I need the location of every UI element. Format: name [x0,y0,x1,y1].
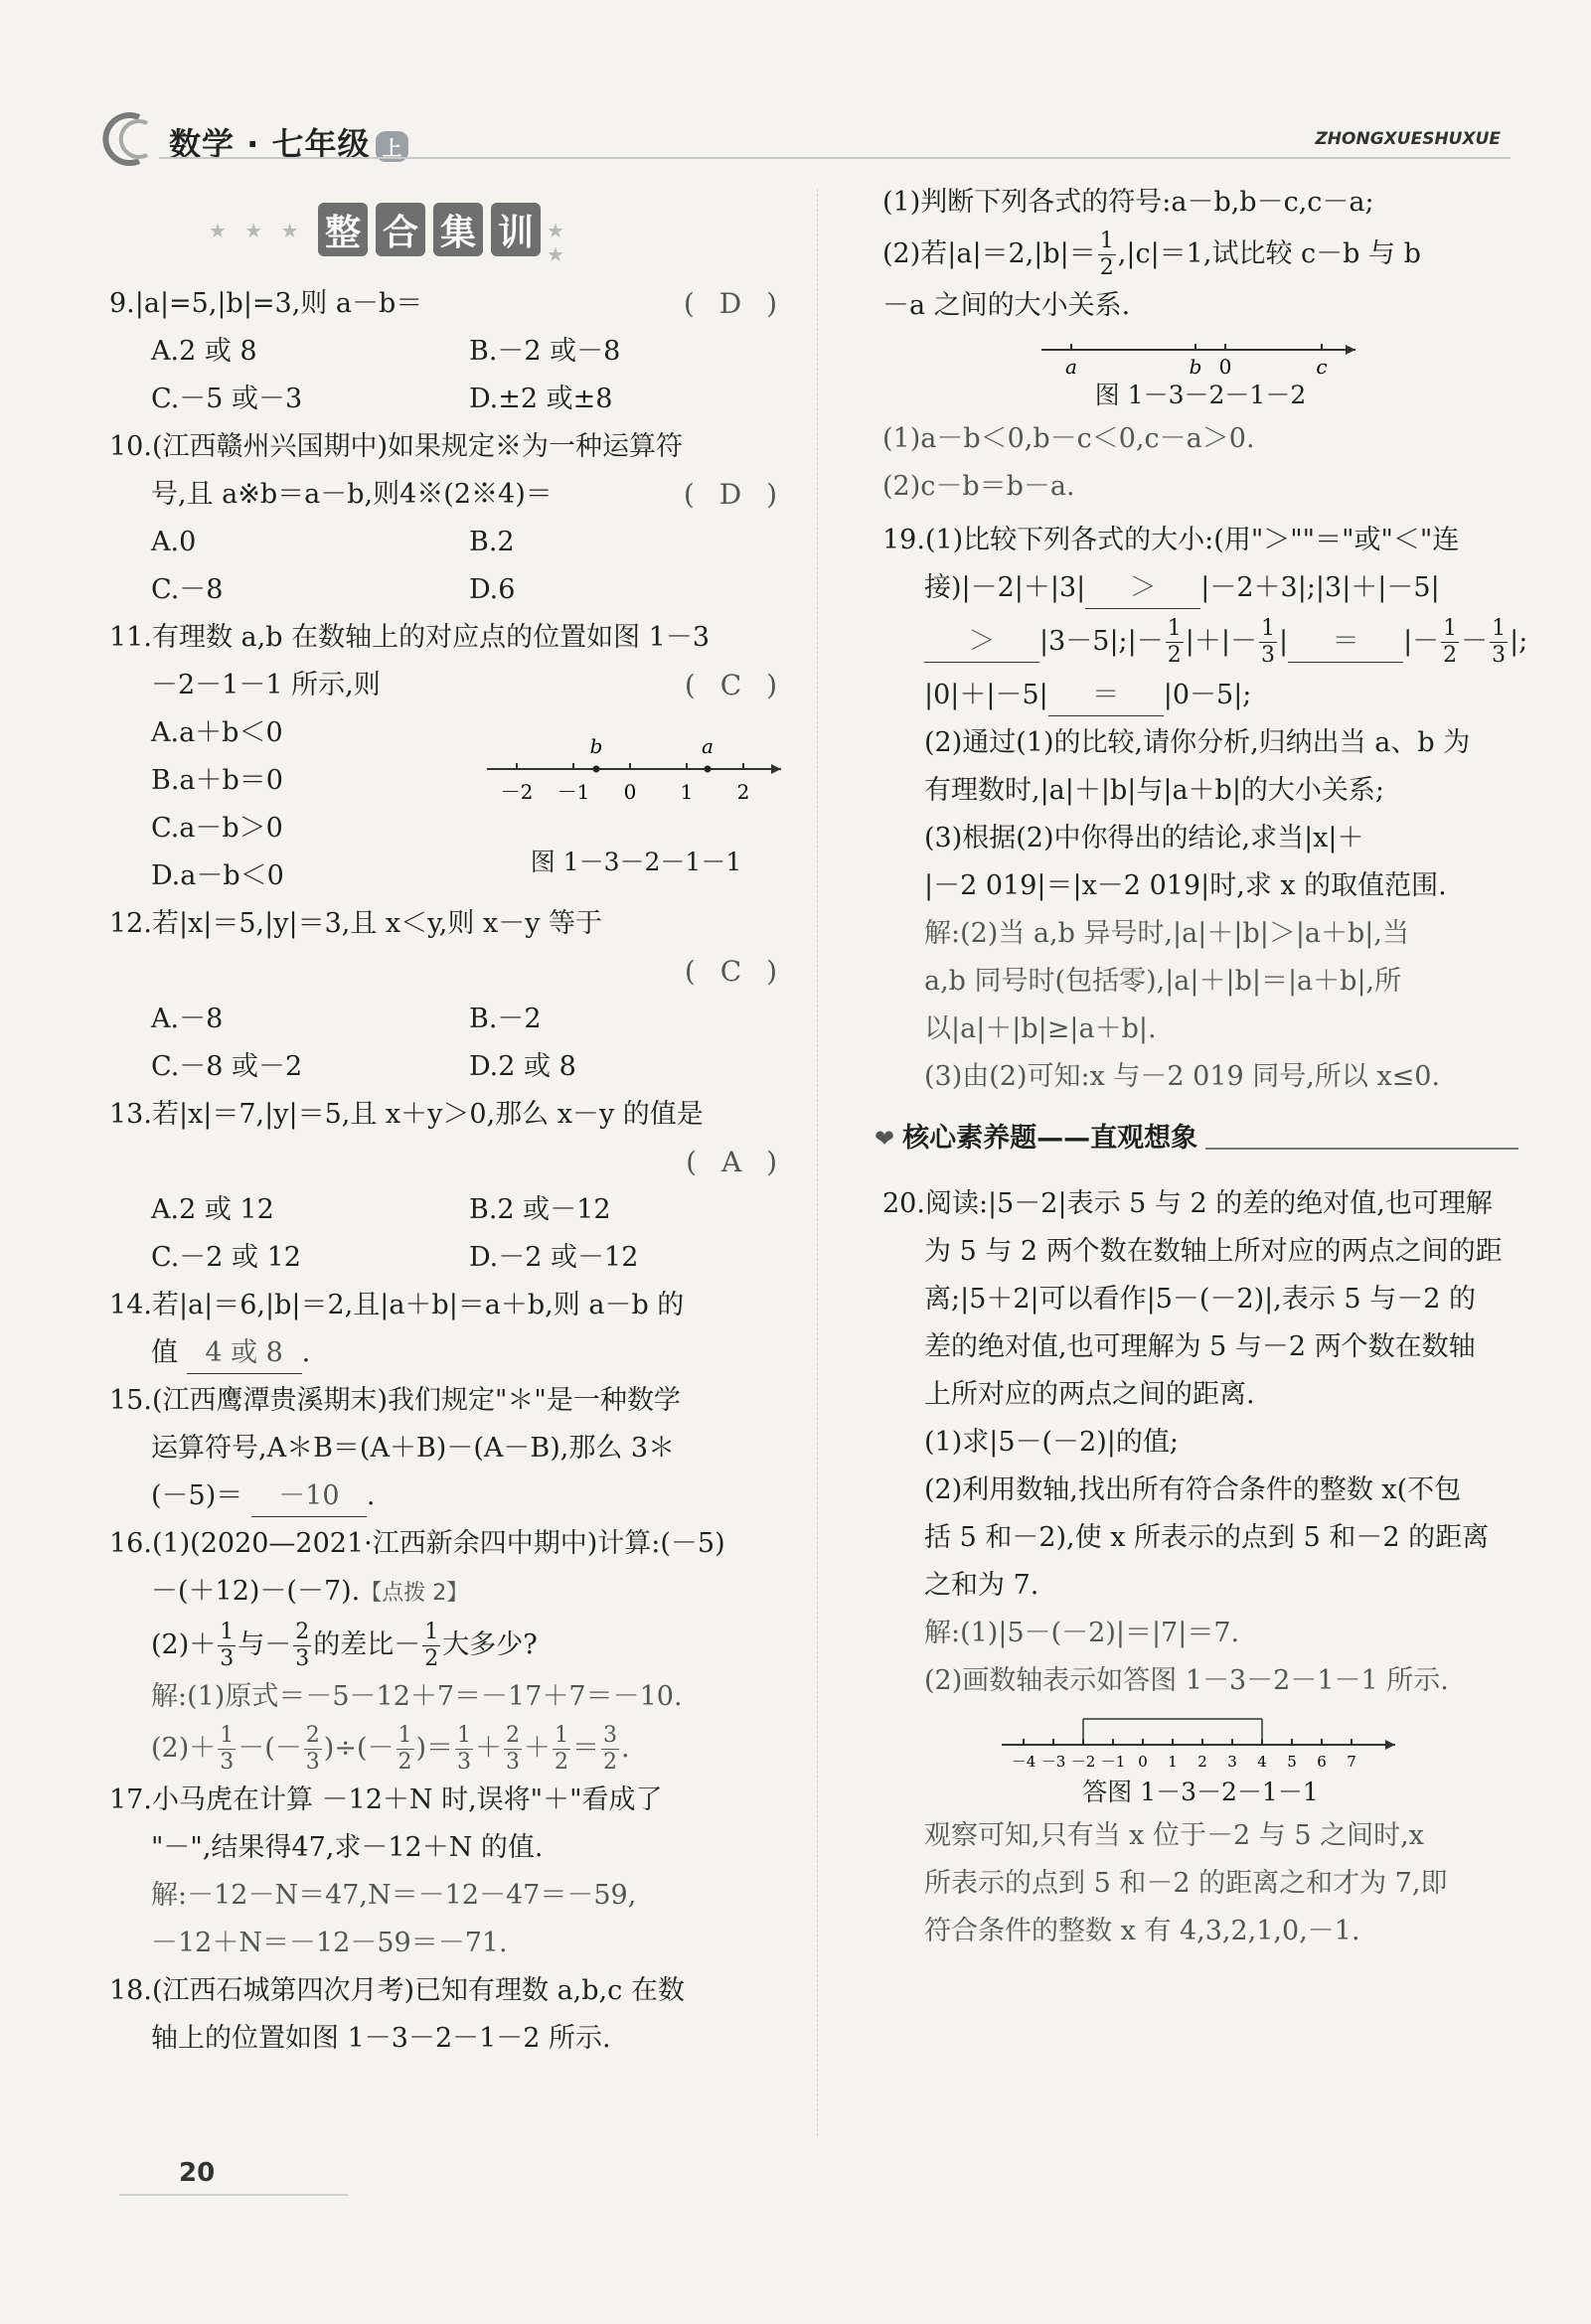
question-18-part1: (1)判断下列各式的符号:a－b,b－c,c－a; [882,187,1374,218]
fill-suffix: . [301,1337,311,1368]
fraction [1098,229,1116,281]
option: D.2 或 8 [469,1051,576,1082]
numerator: 1 [1099,229,1114,253]
section-heading [875,1115,1518,1162]
tick-label: －4 [1011,1753,1036,1771]
question-15-fill [109,1472,795,1520]
volume-badge: 上 [376,131,408,162]
question-stem: "－",结果得47,求－12＋N 的值. [151,1832,544,1863]
question-14: 14.若|a|＝6,|b|＝2,且|a＋b|＝a＋b,则 a－b 的 [109,1290,685,1320]
column-divider [817,189,818,2136]
option: A.－8 [151,1004,224,1034]
denominator: 3 [305,1750,320,1775]
question-19: 19.(1)比较下列各式的大小:(用"＞""＝"或"＜"连 [882,525,1460,555]
text: － [1461,626,1489,657]
denominator: 2 [603,1750,618,1775]
numerator: 1 [457,1723,472,1748]
point-label: c [1316,355,1328,379]
options-row [109,376,795,423]
number-line-answer [1002,1705,1399,1775]
section-banner [209,197,586,266]
question-stem-text: －2－1－1 所示,则 [151,670,381,700]
option: D.a－b＜0 [151,860,284,891]
solution-line: 观察可知,只有当 x 位于－2 与 5 之间时,x [924,1820,1424,1851]
text: ＋ [475,1733,503,1764]
denominator: 3 [220,1646,235,1671]
question-16: 16.(1)(2020—2021·江西新余四中期中)计算:(－5) [109,1528,725,1559]
numerator: 1 [1260,616,1275,641]
fraction [218,1620,236,1672]
denominator: 2 [555,1750,569,1775]
question-11: 11.有理数 a,b 在数轴上的对应点的位置如图 1－3 [109,622,711,653]
question-text: 之和为 7. [924,1570,1039,1601]
tick-label: 2 [736,780,750,804]
question-18-part2 [882,227,1518,282]
tick-label: 0 [623,780,637,804]
tick-label: 6 [1317,1753,1327,1771]
tick-label: －3 [1040,1753,1066,1771]
text: )÷(－ [323,1733,395,1764]
fraction [1441,616,1459,669]
banner-char: 合 [376,203,425,256]
question-text: 括 5 和－2),使 x 所表示的点到 5 和－2 的距离 [924,1522,1490,1553]
figure-caption: 答图 1－3－2－1－1 [1082,1778,1319,1806]
fraction [553,1723,570,1776]
text: |0|＋|－5| [924,680,1048,710]
numerator: 1 [555,1723,569,1748]
text: ＝ [572,1733,600,1764]
point-label: b [1189,355,1202,379]
question-stem: 运算符号,A＊B＝(A＋B)－(A－B),那么 3＊ [151,1433,676,1464]
text: 的差比－ [313,1629,421,1660]
tick-label: 2 [1197,1753,1207,1771]
options-row [109,1234,795,1282]
banner-char: 训 [491,203,541,256]
options-row [109,996,795,1043]
brand-text: ZHONGXUESHUXUE [1315,129,1501,149]
text: |＋|－ [1185,626,1257,657]
solution-line: (1)a－b＜0,b－c＜0,c－a＞0. [882,423,1255,454]
right-column [875,179,1528,1955]
figure-caption: 图 1－3－2－1－1 [530,848,742,876]
tick-label: －1 [1100,1753,1126,1771]
options-row [109,328,795,376]
option: D.±2 或±8 [469,384,613,414]
option: B.2 [469,527,515,557]
fill-prefix: 值 [151,1337,178,1368]
fill-suffix: . [366,1480,376,1511]
option: A.2 或 8 [151,336,257,367]
solution-line: 解:(2)当 a,b 异号时,|a|＋|b|＞|a＋b|,当 [924,918,1409,949]
numerator: 1 [220,1723,235,1748]
options-row [109,1043,795,1091]
question-text: 有理数时,|a|＋|b|与|a＋b|的大小关系; [924,775,1385,806]
answer-blank: 4 或 8 [187,1333,302,1374]
solution-line: (3)由(2)可知:x 与－2 019 同号,所以 x≤0. [924,1061,1441,1092]
tick-label: 7 [1347,1753,1356,1771]
answer-mark: ( C ) [684,669,785,701]
denominator: 3 [1260,643,1275,668]
banner-stars-left: ★ ★ ★ [209,219,305,242]
fraction [304,1723,322,1776]
header-rule [159,157,1511,159]
page-header [99,107,1511,167]
numerator: 1 [1443,616,1458,641]
question-text: (3)根据(2)中你得出的结论,求当|x|＋ [924,823,1364,853]
answer-figure [882,1705,1518,1812]
text: |0－5|; [1163,680,1252,710]
denominator: 3 [457,1750,472,1775]
solution-line: (2)c－b＝b－a. [882,471,1075,502]
fraction [293,1620,311,1672]
number-line-figure-2 [882,330,1518,415]
fraction [422,1620,440,1672]
answer-blank: ＞ [924,622,1039,663]
option: D.6 [469,574,516,605]
numerator: 2 [295,1620,310,1644]
tick-label: －2 [1070,1753,1096,1771]
q19-line [882,612,1528,672]
answer-blank: ＝ [1048,676,1164,716]
option: A.a＋b＜0 [151,717,283,748]
point-label: 0 [1218,355,1232,379]
denominator: 2 [1099,255,1114,280]
solution-line: (2)画数轴表示如答图 1－3－2－1－1 所示. [924,1665,1449,1696]
denominator: 2 [424,1646,439,1671]
option: A.2 或 12 [151,1194,274,1225]
page-number: 20 [179,2158,216,2188]
answer-blank: －10 [251,1476,367,1517]
denominator: 2 [398,1750,412,1775]
question-9 [109,280,795,328]
question-text: 离;|5＋2|可以看作|5－(－2)|,表示 5 与－2 的 [924,1284,1476,1315]
question-14-fill [109,1329,795,1377]
figure-caption: 图 1－3－2－1－2 [1094,381,1307,409]
text: |－ [1403,626,1440,657]
option: B.－2 或－8 [469,336,621,367]
axis-arrow [1385,1740,1395,1750]
number-line-figure [487,709,785,819]
answer-mark: ( C ) [684,955,785,988]
option: C.a－b＞0 [151,813,283,844]
question-10: 10.(江西赣州兴国期中)如果规定※为一种运算符 [109,431,684,462]
fraction [1166,616,1184,669]
solution-line: 所表示的点到 5 和－2 的距离之和才为 7,即 [924,1868,1448,1899]
tick-label: －1 [557,780,590,804]
question-text: 为 5 与 2 两个数在数轴上所对应的两点之间的距 [924,1236,1503,1267]
text: |; [1510,626,1528,657]
numerator: 2 [305,1723,320,1748]
answer-mark: ( D ) [683,478,785,511]
options-row [109,1186,795,1234]
point-label: b [589,734,603,758]
text: (2)若|a|＝2,|b|＝ [882,238,1096,269]
denominator: 3 [1492,643,1507,668]
numerator: 1 [424,1620,439,1644]
solution-line: 以|a|＋|b|≥|a＋b|. [924,1013,1157,1044]
fraction [455,1723,473,1776]
heart-icon: ❤ [875,1125,895,1153]
fill-prefix: (－5)＝ [151,1480,243,1511]
question-text: (2)利用数轴,找出所有符合条件的整数 x(不包 [924,1474,1462,1505]
answer-mark: ( D ) [683,287,785,320]
option: C.－5 或－3 [151,384,303,414]
solution-line: －12＋N＝－12－59＝－71. [151,1928,508,1958]
tick-label: 3 [1227,1753,1237,1771]
tick-label: －2 [500,780,534,804]
option: C.－8 或－2 [151,1051,303,1082]
fraction [397,1723,414,1776]
q11-options-and-figure [109,709,795,900]
denominator: 2 [1167,643,1182,668]
denominator: 3 [220,1750,235,1775]
text: (2)＋ [151,1733,217,1764]
footer-rule [119,2194,348,2196]
tick-label: 4 [1257,1753,1267,1771]
axis-arrow [771,764,781,774]
answer-line [109,948,795,996]
question-13: 13.若|x|＝7,|y|＝5,且 x＋y＞0,那么 x－y 的值是 [109,1099,704,1130]
text: (2)＋ [151,1629,217,1660]
text: |－2＋3|;|3|＋|－5| [1200,572,1440,603]
point-b [593,766,600,773]
text: －(－ [238,1733,302,1764]
text: )＝ [415,1733,454,1764]
solution-line: 解:(1)原式＝－5－12＋7＝－17＋7＝－10. [151,1681,683,1712]
answer-blank: ＝ [1288,622,1403,663]
text: 大多少? [442,1629,538,1660]
options-row [109,566,795,614]
question-stem: －a 之间的大小关系. [882,290,1131,321]
axis-arrow [1346,345,1355,355]
hint-tag: 【点拨 2】 [360,1581,469,1606]
point-a [705,766,712,773]
question-stem [109,471,795,519]
answer-line [109,1139,795,1186]
question-20: 20.阅读:|5－2|表示 5 与 2 的差的绝对值,也可理解 [882,1188,1493,1219]
fraction [601,1723,619,1776]
text: |3－5|;|－ [1039,626,1164,657]
question-text: 上所对应的两点之间的距离. [924,1379,1255,1410]
solution-line: a,b 同号时(包括零),|a|＋|b|＝|a＋b|,所 [924,966,1402,997]
banner-stars-right: ★ ★ [547,219,570,266]
option: A.0 [151,527,197,557]
options-row [109,519,795,566]
question-stem-text: －(＋12)－(－7). [151,1576,361,1607]
fraction [1259,616,1277,669]
question-text: 差的绝对值,也可理解为 5 与－2 两个数在数轴 [924,1331,1476,1362]
question-text: (1)求|5－(－2)|的值; [924,1427,1179,1458]
numerator: 2 [506,1723,521,1748]
option: B.－2 [469,1004,542,1034]
fraction [218,1723,236,1776]
denominator: 2 [1443,643,1458,668]
tick-label: 1 [1168,1753,1178,1771]
tick-label: 5 [1287,1753,1297,1771]
banner-char: 集 [433,203,483,256]
left-column [109,280,795,2063]
text: 接)|－2|＋|3| [924,572,1086,603]
text: | [1278,626,1289,657]
question-stem [109,1568,795,1618]
question-18: 18.(江西石城第四次月考)已知有理数 a,b,c 在数 [109,1975,685,2006]
solution-line: 解:－12－N＝47,N＝－12－47＝－59, [151,1880,637,1911]
question-16-part2 [109,1618,795,1673]
solution-line [109,1721,795,1777]
logo-icon [99,111,155,167]
point-label: a [1065,355,1077,379]
section-rule [1205,1148,1518,1150]
book-title-text: 数学 · 七年级 [169,125,371,163]
question-stem-text: 号,且 a※b＝a－b,则4※(2※4)＝ [151,479,553,510]
numerator: 1 [1492,616,1507,641]
text: 与－ [238,1629,292,1660]
solution-line: 解:(1)|5－(－2)|＝|7|＝7. [924,1618,1240,1648]
text: ＋ [524,1733,552,1764]
option: B.a＋b＝0 [151,765,283,796]
numerator: 3 [603,1723,618,1748]
banner-char: 整 [318,203,368,256]
section-heading-text: 核心素养题——直观想象 [902,1123,1198,1154]
question-stem [109,662,795,709]
fraction [504,1723,522,1776]
answer-blank: ＞ [1085,568,1200,609]
question-stem: 9.|a|=5,|b|=3,则 a－b＝ [109,288,423,319]
point-label: a [702,734,714,758]
tick-label: 1 [680,780,694,804]
option: C.－2 或 12 [151,1242,301,1273]
option: C.－8 [151,574,224,605]
answer-mark: ( A ) [686,1146,785,1178]
denominator: 3 [295,1646,310,1671]
number-line-abc [1041,330,1359,380]
question-12: 12.若|x|＝5,|y|＝3,且 x＜y,则 x－y 等于 [109,908,603,939]
numerator: 1 [1167,616,1182,641]
question-text: |－2 019|＝|x－2 019|时,求 x 的取值范围. [924,870,1447,901]
denominator: 3 [506,1750,521,1775]
numerator: 1 [220,1620,235,1644]
question-text: (2)通过(1)的比较,请你分析,归纳出当 a、b 为 [924,727,1471,758]
option: B.2 或－12 [469,1194,611,1225]
q19-line [882,564,1518,612]
text: ,|c|＝1,试比较 c－b 与 b [1117,238,1421,269]
question-15: 15.(江西鹰潭贵溪期末)我们规定"＊"是一种数学 [109,1385,681,1416]
option: D.－2 或－12 [469,1242,639,1273]
tick-label: 0 [1138,1753,1148,1771]
q19-line [882,672,1518,719]
text: . [621,1733,630,1764]
question-17: 17.小马虎在计算 －12＋N 时,误将"＋"看成了 [109,1784,663,1815]
question-stem: 轴上的位置如图 1－3－2－1－2 所示. [151,2023,611,2054]
fraction [1490,616,1508,669]
banner-chars [318,203,541,256]
solution-line: 符合条件的整数 x 有 4,3,2,1,0,－1. [924,1916,1360,1946]
numerator: 1 [398,1723,412,1748]
